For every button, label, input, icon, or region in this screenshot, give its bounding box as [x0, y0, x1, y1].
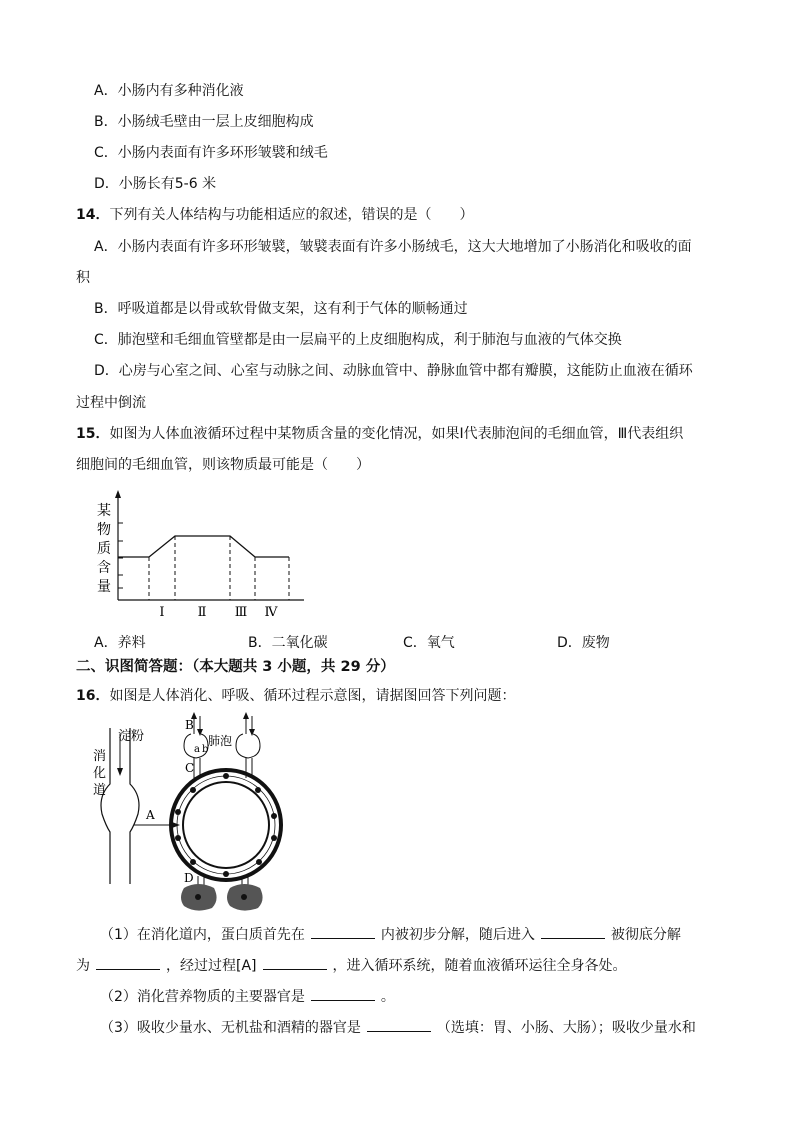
label-tract-2: 道 [93, 783, 107, 798]
q16-diagram [88, 712, 308, 912]
chart-ylabel-0: 某 [97, 503, 111, 519]
alveolus-right [236, 734, 260, 758]
label-B: B [185, 718, 194, 732]
label-tract-0: 消 [93, 749, 107, 764]
q15-stem-text: 如图为人体血液循环过程中某物质含量的变化情况，如果Ⅰ代表肺泡间的毛细血管，Ⅲ代表组织 [109, 426, 684, 442]
section-2-title: 二、识图简答题：（本大题共 3 小题，共 29 分） [76, 659, 395, 675]
label-tract-1: 化 [93, 766, 107, 781]
q16-sub1-line1: （1）在消化道内，蛋白质首先在 内被初步分解，随后进入 被彻底分解 [100, 924, 681, 945]
q13-option-b: B．小肠绒毛壁由一层上皮细胞构成 [94, 114, 314, 130]
q14-option-d-cont: 过程中倒流 [76, 395, 146, 411]
chart-ylabel-1: 物 [97, 522, 111, 538]
q15-option-d: D．废物 [557, 635, 610, 651]
blank-5[interactable] [311, 986, 375, 1001]
q14-option-c: C．肺泡壁和毛细血管壁都是由一层扁平的上皮细胞构成，利于肺泡与血液的气体交换 [94, 332, 622, 348]
q14-stem-text: 下列有关人体结构与功能相适应的叙述，错误的是（ ） [109, 207, 474, 223]
q14-option-a: A．小肠内表面有许多环形皱襞，皱襞表面有许多小肠绒毛，这大大地增加了小肠消化和吸收的面 [94, 239, 692, 255]
q15-stem [76, 424, 683, 444]
blank-4[interactable] [263, 955, 327, 970]
q16-stem [76, 686, 515, 706]
chart-ylabel-3: 含 [97, 560, 111, 576]
q15-option-c: C．氧气 [403, 635, 455, 651]
blood-cells [175, 773, 277, 877]
label-a: a [194, 744, 200, 755]
blank-2[interactable] [541, 924, 605, 939]
label-C: C [185, 761, 195, 775]
blank-6[interactable] [367, 1017, 431, 1032]
label-starch: 淀粉 [118, 729, 145, 744]
blank-3[interactable] [96, 955, 160, 970]
q14-option-a-cont: 积 [76, 270, 90, 286]
q16-stem-text: 如图是人体消化、呼吸、循环过程示意图，请据图回答下列问题： [109, 688, 516, 704]
label-alveolus: 肺泡 [208, 734, 233, 748]
label-A: A [146, 808, 155, 822]
digestive-tract-right [130, 728, 139, 884]
q13-option-a: A．小肠内有多种消化液 [94, 83, 244, 99]
q14-option-d: D．心房与心室之间、心室与动脉之间、动脉血管中、静脉血管中都有瓣膜，这能防止血液在循环 [94, 363, 693, 379]
q14-stem [76, 205, 473, 225]
label-D: D [184, 871, 194, 885]
q14-number: 14． [76, 207, 110, 223]
chart-xlabel-II: Ⅱ [197, 605, 207, 620]
chart-xlabel-I: Ⅰ [159, 605, 165, 620]
label-b: b [202, 744, 209, 755]
chart-ylabel-2: 质 [97, 541, 111, 557]
q15-chart [88, 488, 318, 623]
q13-option-d: D．小肠长有5-6 米 [94, 176, 217, 192]
blank-1[interactable] [311, 924, 375, 939]
q16-sub1-line2: 为 ，经过过程[A] ，进入循环系统，随着血液循环运往全身各处。 [76, 955, 627, 976]
q16-sub2: （2）消化营养物质的主要器官是 。 [100, 986, 395, 1007]
q16-sub3: （3）吸收少量水、无机盐和酒精的器官是 （选填：胃、小肠、大肠）；吸收少量水和 [100, 1017, 696, 1038]
chart-ylabel-4: 量 [97, 579, 111, 595]
q15-option-b: B．二氧化碳 [248, 635, 328, 651]
chart-xlabel-III: Ⅲ [234, 605, 248, 620]
q16-number: 16． [76, 688, 110, 704]
circulation-inner [183, 782, 269, 868]
q15-number: 15． [76, 426, 110, 442]
q15-option-a: A．养料 [94, 635, 146, 651]
q14-option-b: B．呼吸道都是以骨或软骨做支架，这有利于气体的顺畅通过 [94, 301, 468, 317]
q13-option-c: C．小肠内表面有许多环形皱襞和绒毛 [94, 145, 328, 161]
circulation-outer [171, 770, 281, 880]
chart-y-arrow [115, 490, 121, 498]
q15-stem-line2: 细胞间的毛细血管，则该物质最可能是（ ） [76, 457, 370, 473]
chart-xlabel-IV: Ⅳ [264, 605, 278, 620]
chart-series-line [118, 536, 289, 557]
